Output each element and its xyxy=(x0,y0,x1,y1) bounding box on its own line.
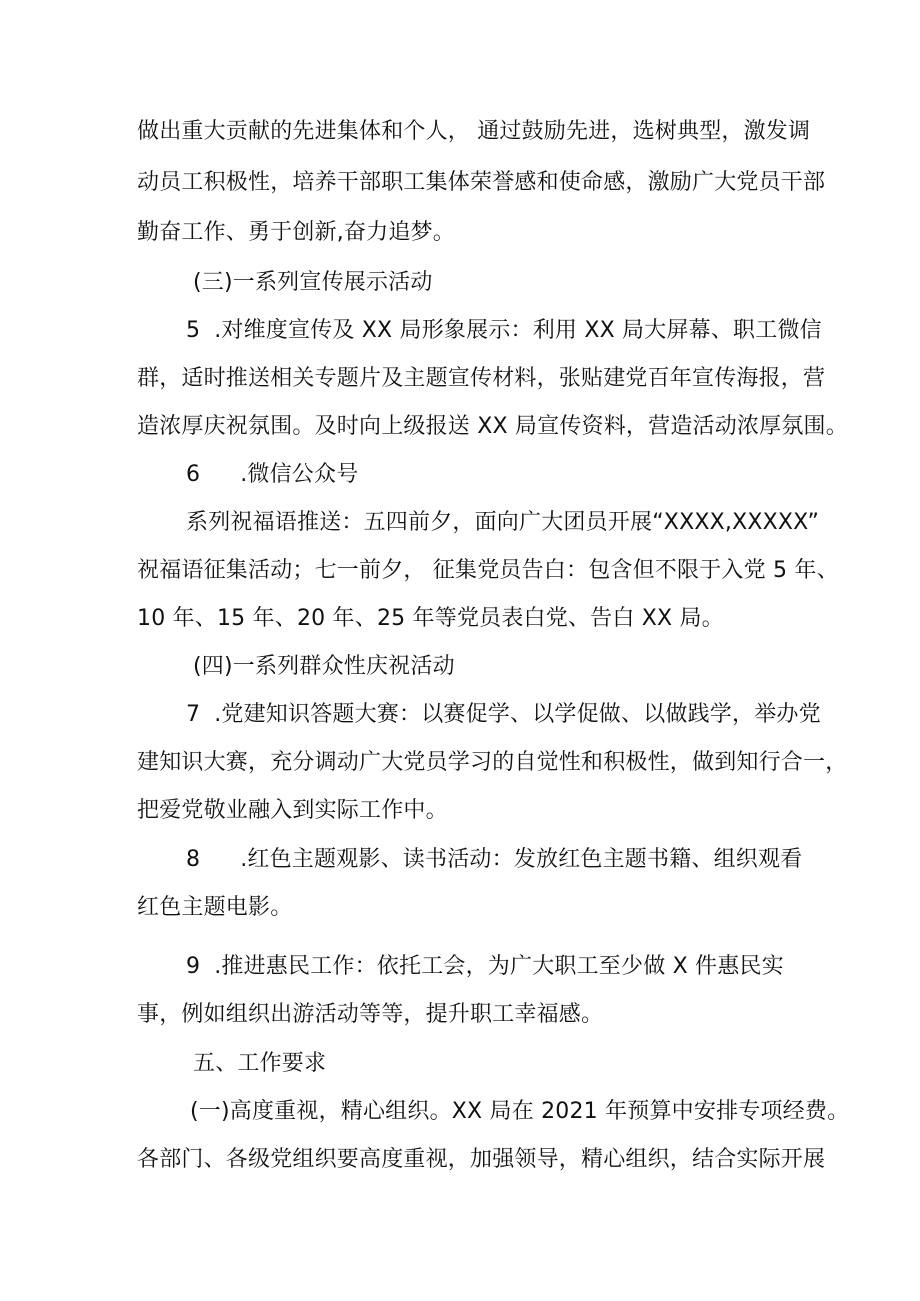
section-heading: 五、工作要求 xyxy=(193,1051,327,1076)
item-number: 9 xyxy=(186,954,201,979)
paragraph-line: 祝福语征集活动；七一前夕， 征集党员告白：包含但不限于入党 5 年、 xyxy=(137,558,839,583)
paragraph-line: 各部门、各级党组织要高度重视，加强领导，精心组织，结合实际开展 xyxy=(137,1147,826,1172)
item-text: .红色主题观影、读书活动：发放红色主题书籍、组织观看 xyxy=(240,847,803,872)
item-text: .对维度宣传及 XX 局形象展示：利用 XX 局大屏幕、职工微信 xyxy=(214,318,822,343)
paragraph-line: 动员工积极性，培养干部职工集体荣誉感和使命感，激励广大党员干部 xyxy=(137,170,826,195)
item-text: .微信公众号 xyxy=(240,462,359,487)
paragraph-line: 建知识大赛，充分调动广大党员学习的自觉性和积极性，做到知行合一， xyxy=(137,750,848,775)
section-heading: (三)一系列宣传展示活动 xyxy=(193,270,433,295)
list-item-7 xyxy=(186,700,821,730)
paragraph-line: 10 年、15 年、20 年、25 年等党员表白党、告白 XX 局。 xyxy=(137,606,724,631)
list-item-5 xyxy=(186,316,822,346)
paragraph-line: 造浓厚庆祝氛围。及时向上级报送 XX 局宣传资料，营造活动浓厚氛围。 xyxy=(137,414,848,439)
item-number: 5 xyxy=(186,318,201,343)
item-text: .党建知识答题大赛：以赛促学、以学促做、以做践学，举办党 xyxy=(214,702,821,727)
list-item-6 xyxy=(186,460,358,490)
paragraph-line: 系列祝福语推送：五四前夕，面向广大团员开展“XXXX,XXXXX” xyxy=(186,510,820,535)
paragraph-line: 勤奋工作、勇于创新,奋力追梦。 xyxy=(137,220,455,245)
paragraph-line: 群，适时推送相关专题片及主题宣传材料，张贴建党百年宣传海报，营 xyxy=(137,366,826,391)
paragraph-line: 事，例如组织出游活动等等，提升职工幸福感。 xyxy=(137,1002,604,1027)
item-number: 8 xyxy=(186,847,201,872)
paragraph-line: 做出重大贡献的先进集体和个人， 通过鼓励先进，选树典型，激发调 xyxy=(137,119,811,144)
list-item-8 xyxy=(186,845,802,875)
paragraph-line: 把爱党敬业融入到实际工作中。 xyxy=(137,798,448,823)
paragraph-line: 红色主题电影。 xyxy=(137,895,293,920)
item-number: 6 xyxy=(186,462,201,487)
list-item-9 xyxy=(186,952,784,982)
paragraph-line: (一)高度重视，精心组织。XX 局在 2021 年预算中安排专项经费。 xyxy=(190,1099,850,1124)
item-text: .推进惠民工作：依托工会，为广大职工至少做 X 件惠民实 xyxy=(214,954,784,979)
section-heading: (四)一系列群众性庆祝活动 xyxy=(193,654,455,679)
item-number: 7 xyxy=(186,702,201,727)
